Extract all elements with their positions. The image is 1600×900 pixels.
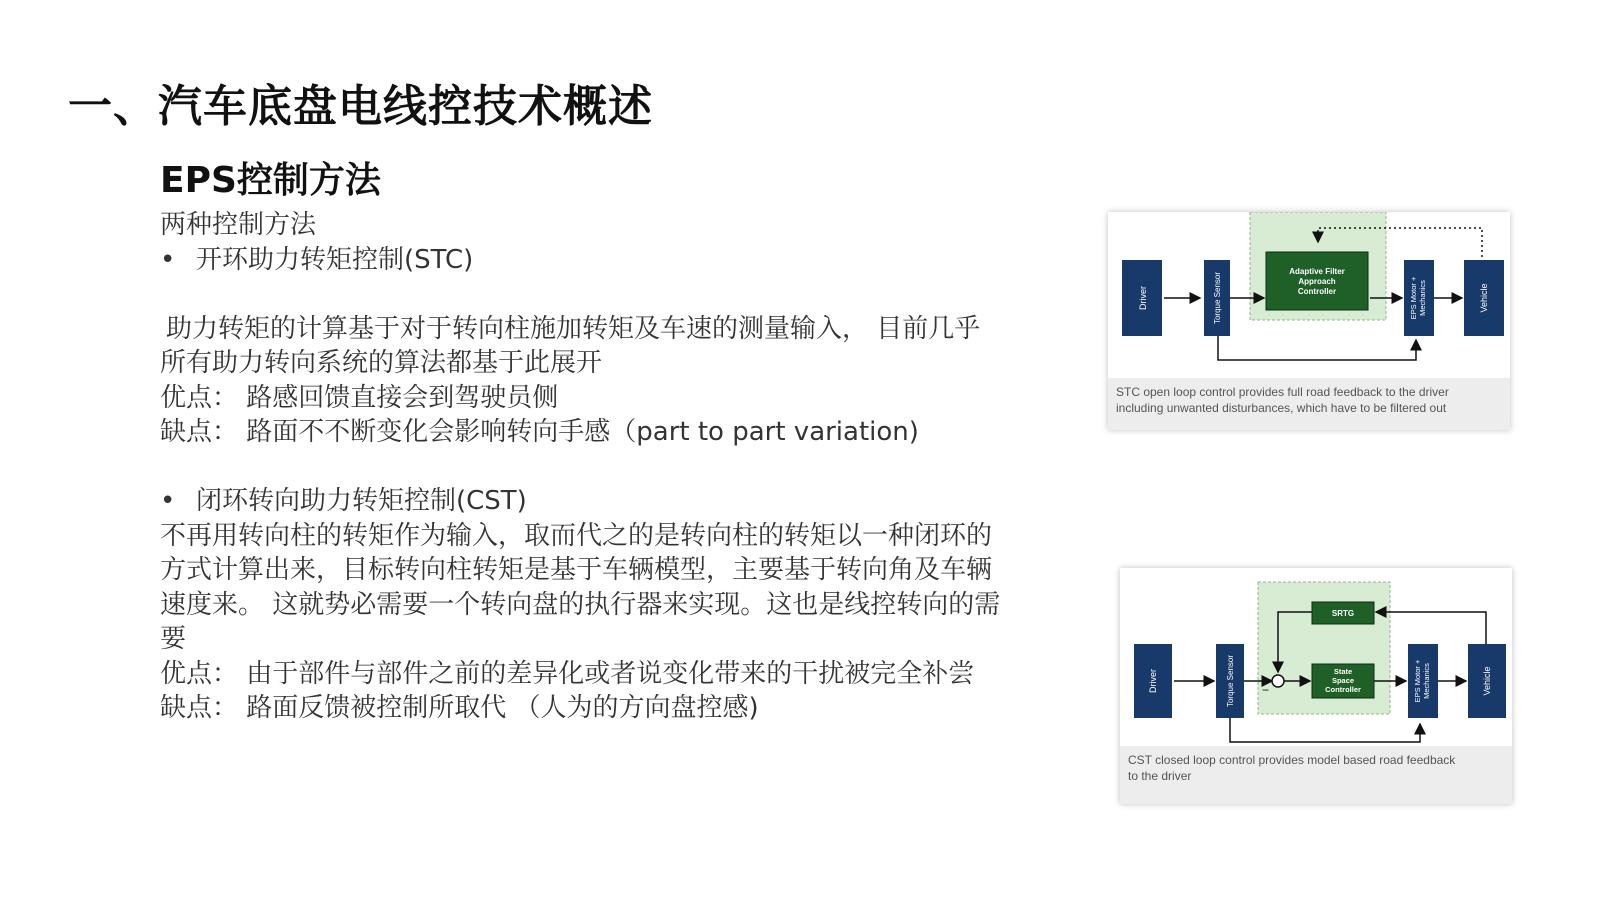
cst-desc-line-1: 不再用转向柱的转矩作为输入，取而代之的是转向柱的转矩以一种闭环的 [160,520,993,551]
stc-caption-line-2: including unwanted disturbances, which have to be filtered out [1116,401,1447,415]
cst-diagram-figure [1120,568,1512,804]
srtg-label: SRTG [1331,609,1355,618]
stc-caption [1108,378,1510,430]
driver-label: Driver [1138,286,1148,310]
cst-con: 缺点： 路面反馈被控制所取代 （人为的方向盘控感) [160,693,759,723]
cst-caption-line-2: to the driver [1128,769,1192,783]
vehicle-label: Vehicle [1482,666,1492,696]
bypass-arrow [1218,336,1416,360]
cst-desc-line-3: 速度来。 这就势必需要一个转向盘的执行器来实现。这也是线控转向的需 [160,589,1001,620]
stc-con: 缺点： 路面不不断变化会影响转向手感（part to part variation) [160,417,919,447]
minus-sign: − [1262,683,1270,697]
cst-block-diagram [1120,568,1512,758]
body-text [160,208,1100,726]
ss-label-2: Space [1331,676,1355,685]
cst-desc-line-2: 方式计算出来，目标转向柱转矩是基于车辆模型，主要基于转向角及车辆 [160,555,993,585]
spacer [160,277,1100,312]
stc-block-diagram [1108,212,1510,390]
section-subtitle: EPS控制方法 [160,160,381,201]
feedback-arrow [1376,612,1486,644]
stc-diagram-figure [1108,212,1510,430]
stc-heading: 开环助力转矩控制(STC) [196,244,474,275]
cst-caption-line-1: CST closed loop control provides model based road feedback [1128,753,1456,767]
bullet-icon: • [160,486,176,516]
ss-label-3: Controller [1325,685,1361,694]
torque-sensor-label: Torque Sensor [1226,654,1235,708]
page-title: 一、汽车底盘电线控技术概述 [68,81,653,132]
cst-caption [1120,746,1512,804]
eps-label-2: Mechanics [1422,663,1431,699]
eps-label-1: EPS Motor + [1413,659,1422,703]
stc-desc-line-1: 助力转矩的计算基于对于转向柱施加转矩及车速的测量输入， 目前几乎 [166,313,981,344]
eps-label-2: Mechanics [1418,280,1427,316]
bullet-icon: • [160,244,176,275]
stc-pro: 优点： 路感回馈直接会到驾驶员侧 [160,382,559,413]
stc-heading-row [160,243,1100,278]
filter-label-2: Approach [1298,277,1336,286]
stc-desc-line-2: 所有助力转向系统的算法都基于此展开 [160,348,603,378]
filter-label-3: Controller [1297,287,1337,296]
cst-desc-line-4: 要 [160,624,187,654]
cst-heading: 闭环转向助力转矩控制(CST) [196,486,527,516]
vehicle-label: Vehicle [1479,283,1489,313]
cst-heading-row [160,484,1100,519]
intro-text: 两种控制方法 [160,210,317,240]
eps-label-1: EPS Motor + [1409,276,1418,320]
driver-label: Driver [1148,669,1158,693]
stc-caption-line-1: STC open loop control provides full road feedback to the driver [1116,385,1449,399]
torque-sensor-label: Torque Sensor [1213,271,1222,325]
cst-pro: 优点： 由于部件与部件之前的差异化或者说变化带来的干扰被完全补尝 [160,658,975,689]
filter-label-1: Adaptive Filter [1289,267,1345,276]
summing-junction [1272,675,1284,687]
ss-label-1: State [1333,667,1353,676]
spacer [160,450,1100,485]
bypass-arrow [1230,718,1420,742]
